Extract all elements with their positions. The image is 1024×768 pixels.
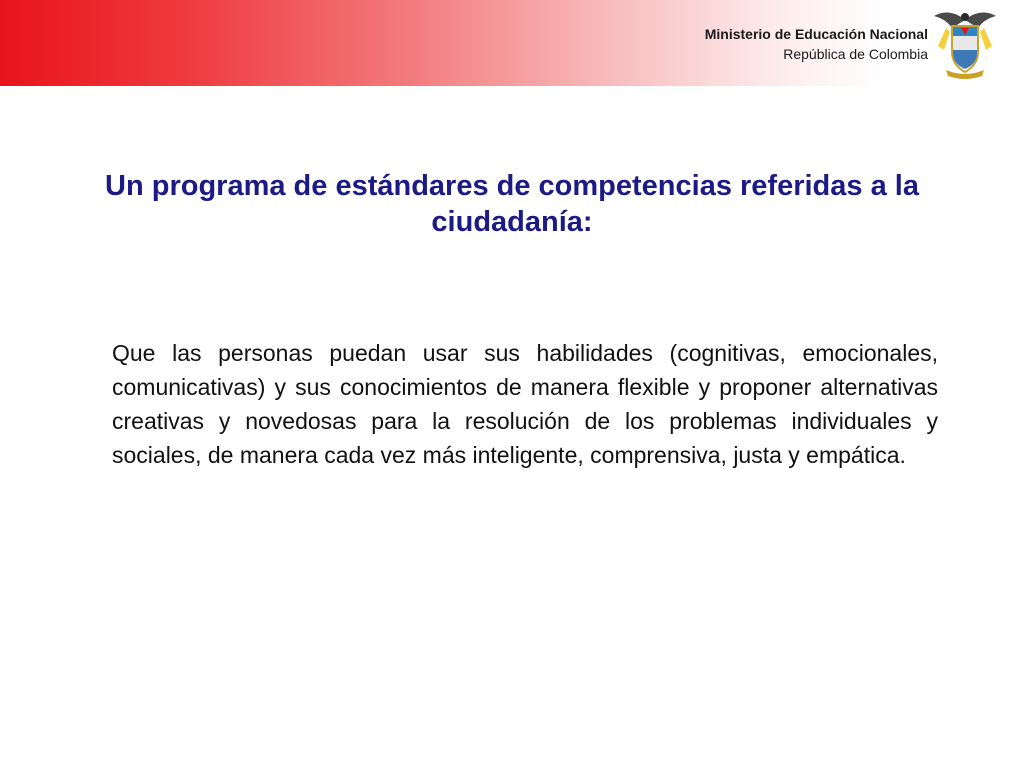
country-name: República de Colombia bbox=[783, 46, 928, 62]
slide-title: Un programa de estándares de competencias referidas a la ciudadanía: bbox=[105, 170, 919, 238]
slide-body-text: Que las personas puedan usar sus habilidades (cognitivas, emocionales, comunicativas) y sus conocimientos de manera flexible y proponer alternativas creativas y novedosas para la resolución de los problemas individuales y sociales, de manera cada vez más inteligente, comprensiva, justa y empática. bbox=[112, 340, 938, 468]
shield-middle bbox=[953, 36, 977, 50]
ministry-header bbox=[705, 24, 928, 64]
condor-head bbox=[961, 13, 969, 21]
colombia-coat-of-arms-icon bbox=[932, 6, 998, 80]
flag-right bbox=[980, 28, 992, 50]
ministry-name: Ministerio de Educación Nacional bbox=[704, 26, 928, 42]
flag-left bbox=[938, 28, 950, 50]
